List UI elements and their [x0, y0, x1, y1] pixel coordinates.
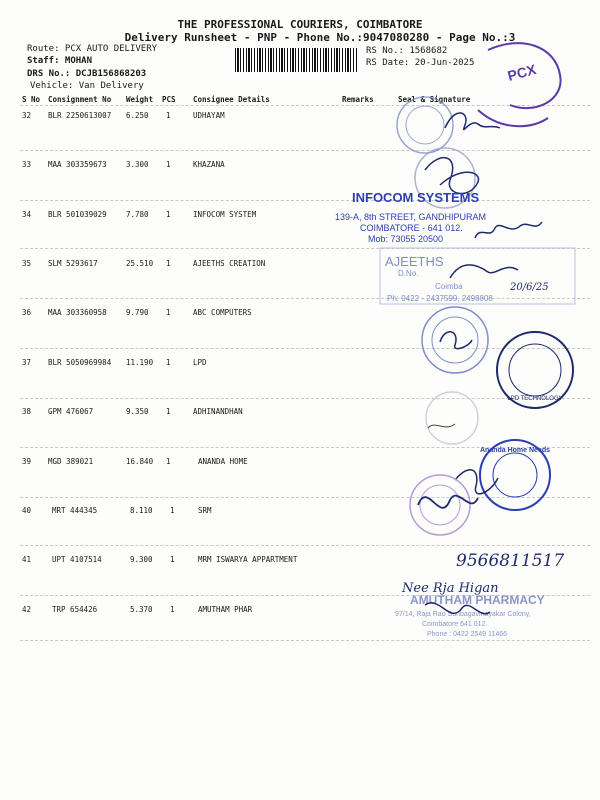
row-sno: 40	[22, 506, 32, 515]
row-sno: 39	[22, 457, 32, 466]
row-pcs: 1	[166, 210, 171, 219]
infocom-city: COIMBATORE - 641 012.	[360, 223, 463, 233]
pcx-text: PCX	[505, 60, 538, 84]
amutham-name: AMUTHAM PHARMACY	[410, 593, 545, 607]
row-sno: 41	[22, 555, 32, 564]
row-sno: 37	[22, 358, 32, 367]
row-weight: 3.300	[126, 160, 149, 169]
row-consignment: MAA 303359673	[48, 160, 107, 169]
row-weight: 8.110	[130, 506, 153, 515]
ajeeths-signature-date: 20/6/25	[510, 282, 549, 293]
row-pcs: 1	[166, 259, 171, 268]
lpd-ring-text: LPD TECHNOLOGY	[507, 396, 563, 402]
row-consignment: UPT 4107514	[52, 555, 102, 564]
runsheet-subtitle: Delivery Runsheet - PNP - Phone No.:9047080280 - Page No.:3	[124, 31, 516, 44]
row-sno: 32	[22, 111, 32, 120]
ajeeths-dno: D.No.	[398, 269, 419, 278]
ajeeths-city: Coimba	[435, 282, 463, 291]
ajeeths-phone: Ph: 0422 - 2437599, 2498808	[387, 294, 493, 303]
row-consignment: TRP 654426	[52, 605, 98, 614]
company-title: THE PROFESSIONAL COURIERS, COIMBATORE	[177, 18, 423, 31]
row-sno: 34	[22, 210, 32, 219]
row-pcs: 1	[166, 160, 171, 169]
row-pcs: 1	[170, 506, 175, 515]
row-pcs: 1	[170, 555, 175, 564]
row-consignment: MGD 389021	[48, 457, 94, 466]
row-consignee: MRM ISWARYA APPARTMENT	[198, 555, 298, 564]
row-consignment: BLR 2250613007	[48, 111, 112, 120]
handwritten-notes	[401, 551, 564, 596]
row-pcs: 1	[166, 358, 171, 367]
row-consignee: AMUTHAM PHAR	[198, 605, 253, 614]
row-pcs: 1	[166, 111, 171, 120]
row-sno: 38	[22, 407, 32, 416]
row-consignee: LPD	[193, 358, 207, 367]
row-weight: 7.780	[126, 210, 149, 219]
row-weight: 9.350	[126, 407, 149, 416]
drs-label: DRS No.: DCJB156868203	[27, 69, 147, 79]
lpd-stamp	[497, 332, 573, 408]
row-pcs: 1	[166, 407, 171, 416]
row-consignment: BLR 5050969984	[48, 358, 112, 367]
col-sno: S No	[22, 95, 41, 104]
row-sno: 42	[22, 605, 32, 614]
adhinandhan-stamp	[426, 392, 478, 444]
row-consignee: ANANDA HOME	[198, 457, 248, 466]
row-consignee: SRM	[198, 506, 212, 515]
staff-label: Staff: MOHAN	[27, 56, 93, 66]
row-weight: 25.510	[126, 259, 154, 268]
col-consignment: Consignment No	[48, 95, 112, 104]
col-seal-signature: Seal & Signature	[398, 95, 471, 104]
row-consignee: UDHAYAM	[193, 111, 225, 120]
row-weight: 9.300	[130, 555, 153, 564]
abc-computers-stamp	[422, 307, 488, 373]
amutham-address: 97/14, Raja Rao Sunbagavinayakar Colony,	[395, 611, 531, 618]
ajeeths-name: AJEETHS	[385, 254, 444, 269]
col-pcs: PCS	[162, 95, 176, 104]
row-weight: 11.190	[126, 358, 154, 367]
row-sno: 36	[22, 308, 32, 317]
rs-date: RS Date: 20-Jun-2025	[366, 58, 475, 68]
udhayam-stamp	[397, 97, 500, 153]
ananda-ring-text: Ananda Home Needs	[479, 447, 551, 454]
row-consignee: INFOCOM SYSTEM	[193, 210, 257, 219]
col-weight: Weight	[126, 95, 154, 104]
row-consignment: BLR 501039029	[48, 210, 107, 219]
row-consignment: SLM 5293617	[48, 259, 98, 268]
infocom-stamp	[335, 190, 542, 244]
row-pcs: 1	[166, 457, 171, 466]
srm-stamp	[410, 475, 478, 535]
row-weight: 9.790	[126, 308, 149, 317]
pcx-mark	[478, 43, 561, 126]
col-consignee: Consignee Details	[193, 95, 270, 104]
amutham-city: Coimbatore 641 012.	[422, 621, 488, 628]
infocom-address: 139-A, 8th STREET, GANDHIPURAM	[335, 212, 487, 222]
row-consignee: ABC COMPUTERS	[193, 308, 252, 317]
ajeeths-stamp	[380, 248, 575, 304]
row-consignment: MAA 303360958	[48, 308, 107, 317]
route-label: Route: PCX AUTO DELIVERY	[27, 44, 158, 54]
row-consignee: KHAZANA	[193, 160, 225, 169]
col-remarks: Remarks	[342, 95, 374, 104]
row-consignment: GPM 476067	[48, 407, 94, 416]
row-pcs: 1	[170, 605, 175, 614]
row-consignee: AJEETHS CREATION	[193, 259, 266, 268]
row-weight: 5.370	[130, 605, 153, 614]
rs-number: RS No.: 1568682	[366, 46, 448, 56]
row-weight: 16.840	[126, 457, 154, 466]
infocom-mobile: Mob: 73055 20500	[368, 234, 444, 244]
handwritten-name: Nee Rja Higan	[402, 581, 499, 596]
amutham-stamp	[395, 593, 545, 638]
row-weight: 6.250	[126, 111, 149, 120]
row-pcs: 1	[166, 308, 171, 317]
row-sno: 33	[22, 160, 32, 169]
infocom-name: INFOCOM SYSTEMS	[352, 190, 480, 205]
amutham-phone: Phone : 0422 2549 11466	[427, 631, 508, 638]
row-consignment: MRT 444345	[52, 506, 98, 515]
row-consignee: ADHINANDHAN	[193, 407, 243, 416]
handwritten-phone: 9566811517	[456, 551, 565, 571]
row-sno: 35	[22, 259, 32, 268]
vehicle-label: Vehicle: Van Delivery	[30, 81, 144, 91]
